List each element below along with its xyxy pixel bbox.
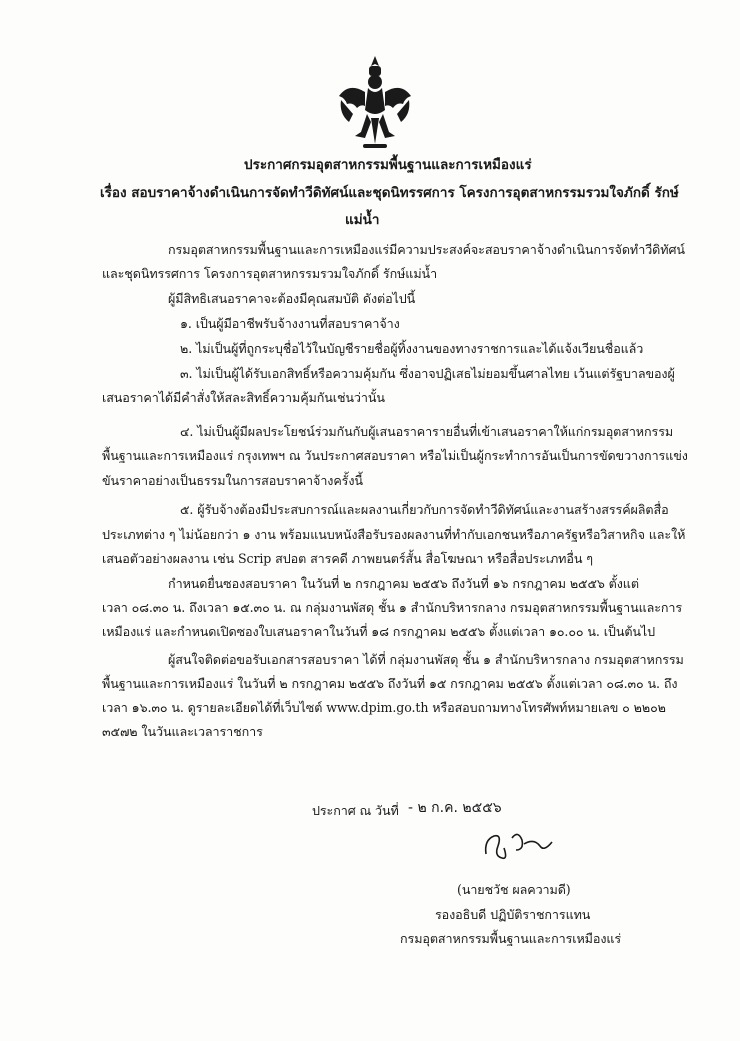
signer-position: รองอธิบดี ปฏิบัติราชการแทน	[435, 907, 591, 922]
item-4-line-3: ขันราคาอย่างเป็นธรรมในการสอบราคาจ้างครั้งนี้	[102, 473, 363, 488]
signer-organization: กรมอุตสาหกรรมพื้นฐานและการเหมืองแร่	[400, 931, 622, 946]
item-1: ๑. เป็นผู้มีอาชีพรับจ้างงานที่สอบราคาจ้าง	[180, 316, 400, 331]
item-2: ๒. ไม่เป็นผู้ที่ถูกระบุชื่อไว้ในบัญชีรายชื่อผู้ทิ้งงานของทางราชการและได้แจ้งเวียนชื่อแล้ว	[180, 341, 644, 356]
paragraph-1-line-1: กรมอุตสาหกรรมพื้นฐานและการเหมืองแร่มีความประสงค์จะสอบราคาจ้างดำเนินการจัดทำวีดิทัศน์	[168, 242, 685, 257]
garuda-emblem	[335, 52, 415, 152]
paragraph-4-line-2: พื้นฐานและการเหมืองแร่ ในวันที่ ๒ กรกฎาคม ๒๕๕๖ ถึงวันที่ ๑๕ กรกฎาคม ๒๕๕๖ ตั้งแต่เวลา ๐๘.๓๐ น. ถึง	[102, 676, 678, 691]
paragraph-2: ผู้มีสิทธิเสนอราคาจะต้องมีคุณสมบัติ ดังต่อไปนี้	[168, 291, 416, 306]
paragraph-4-line-3: เวลา ๑๖.๓๐ น. ดูรายละเอียดได้ที่เว็บไซต์ www.dpim.go.th หรือสอบถามทางโทรศัพท์หมายเลข ๐ ๒๒๐๒	[102, 700, 666, 715]
item-4-line-2: พื้นฐานและการเหมืองแร่ กรุงเทพฯ ณ วันประกาศสอบราคา หรือไม่เป็นผู้กระทำการอันเป็นการขัดขวางการแข่ง	[102, 448, 688, 463]
paragraph-3-line-3: เหมืองแร่ และกำหนดเปิดซองใบเสนอราคาในวันที่ ๑๘ กรกฎาคม ๒๕๕๖ ตั้งแต่เวลา ๑๐.๐๐ น. เป็นต้นไป	[102, 624, 656, 639]
paragraph-4-line-1: ผู้สนใจติดต่อขอรับเอกสารสอบราคา ได้ที่ กลุ่มงานพัสดุ ชั้น ๑ สำนักบริหารกลาง กรมอุตสาหกรรม	[168, 652, 684, 667]
item-3-line-1: ๓. ไม่เป็นผู้ได้รับเอกสิทธิ์หรือความคุ้มกัน ซึ่งอาจปฏิเสธไม่ยอมขึ้นศาลไทย เว้นแต่รัฐบาลของผู้	[180, 366, 675, 381]
subject-line-2: แม่น้ำ	[345, 212, 380, 228]
paragraph-1-line-2: และชุดนิทรรศการ โครงการอุตสาหกรรมรวมใจภักดิ์ รักษ์แม่น้ำ	[102, 266, 438, 281]
paragraph-3-line-2: เวลา ๐๘.๓๐ น. ถึงเวลา ๑๕.๓๐ น. ณ กลุ่มงานพัสดุ ชั้น ๑ สำนักบริหารกลาง กรมอุตสาหกรรมพื้นฐานและการ	[102, 600, 683, 615]
subject-line-1: เรื่อง สอบราคาจ้างดำเนินการจัดทำวีดิทัศน์และชุดนิทรรศการ โครงการอุตสาหกรรมรวมใจภักดิ์ รักษ์	[100, 185, 679, 201]
paragraph-3-line-1: กำหนดยื่นซองสอบราคา ในวันที่ ๒ กรกฎาคม ๒๕๕๖ ถึงวันที่ ๑๖ กรกฎาคม ๒๕๕๖ ตั้งแต่	[168, 576, 639, 591]
signature-icon	[478, 820, 558, 870]
item-5-line-3: เสนอตัวอย่างผลงาน เช่น Scrip สปอต สารคดี ภาพยนตร์สั้น สื่อโฆษณา หรือสื่อประเภทอื่น ๆ	[102, 551, 593, 566]
item-4-line-1: ๔. ไม่เป็นผู้มีผลประโยชน์ร่วมกันกับผู้เสนอราคารายอื่นที่เข้าเสนอราคาให้แก่กรมอุตสาหกรรม	[180, 424, 674, 439]
announce-date-stamp: - ๒ ก.ค. ๒๕๕๖	[408, 800, 502, 816]
item-3-line-2: เสนอราคาได้มีคำสั่งให้สละสิทธิ์ความคุ้มกันเช่นว่านั้น	[102, 390, 385, 405]
signer-name: (นายชวัช ผลความดี)	[457, 882, 571, 897]
paragraph-4-line-4: ๓๕๗๒ ในวันและเวลาราชการ	[102, 724, 263, 739]
announcement-title: ประกาศกรมอุตสาหกรรมพื้นฐานและการเหมืองแร่	[244, 157, 532, 173]
item-5-line-1: ๕. ผู้รับจ้างต้องมีประสบการณ์และผลงานเกี่ยวกับการจัดทำวีดิทัศน์และงานสร้างสรรค์ผลิตสื่อ	[180, 502, 669, 517]
announce-date-label: ประกาศ ณ วันที่	[312, 803, 399, 818]
item-5-line-2: ประเภทต่าง ๆ ไม่น้อยกว่า ๑ งาน พร้อมแนบหนังสือรับรองผลงานที่ทำกับเอกชนหรือภาครัฐหรือวิสาหกิจ และให้	[102, 527, 686, 542]
